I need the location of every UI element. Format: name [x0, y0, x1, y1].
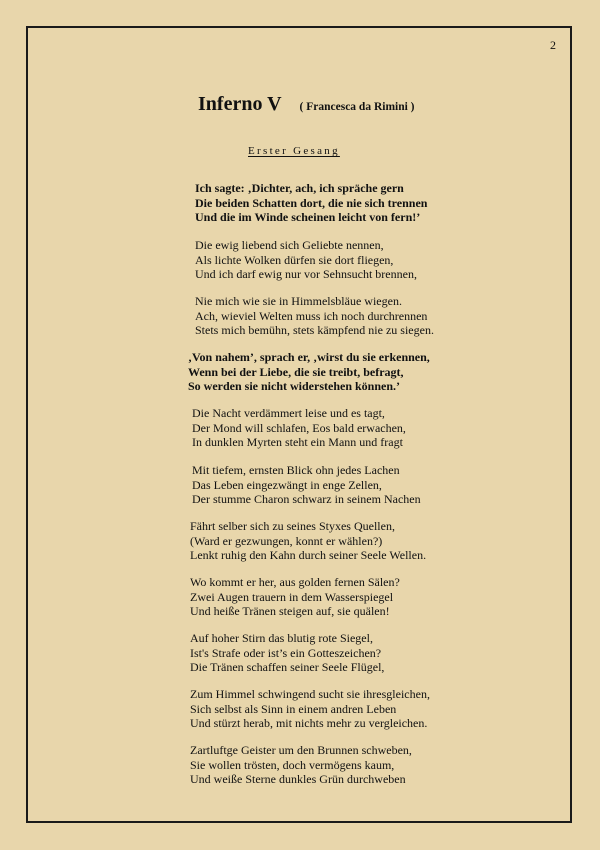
verse-line: Die beiden Schatten dort, die nie sich trennen — [195, 195, 428, 210]
stanza-6 — [192, 463, 421, 507]
verse-line: So werden sie nicht widerstehen können.’ — [188, 379, 401, 394]
verse-line: Die ewig liebend sich Geliebte nennen, — [195, 238, 384, 252]
stanza-10 — [190, 687, 430, 731]
canto-heading: Erster Gesang — [248, 145, 340, 157]
verse-line: Auf hoher Stirn das blutig rote Siegel, — [190, 631, 373, 645]
stanza-11 — [190, 743, 412, 787]
stanza-5 — [192, 406, 406, 450]
verse-line: Fährt selber sich zu seines Styxes Quellen, — [190, 519, 395, 533]
verse-line: Lenkt ruhig den Kahn durch seiner Seele Wellen. — [190, 548, 427, 563]
verse-line: Wo kommt er her, aus golden fernen Sälen? — [190, 575, 400, 589]
verse-line: In dunklen Myrten steht ein Mann und fragt — [192, 435, 403, 450]
verse-line: Zum Himmel schwingend sucht sie ihresgleichen, — [190, 687, 430, 701]
verse-line: Zartluftge Geister um den Brunnen schweben, — [190, 743, 412, 757]
poem-subtitle: ( Francesca da Rimini ) — [299, 101, 415, 113]
verse-line: Wenn bei der Liebe, die sie treibt, befragt, — [188, 364, 404, 379]
verse-line: Der stumme Charon schwarz in seinem Nachen — [192, 492, 421, 507]
verse-line: (Ward er gezwungen, konnt er wählen?) — [190, 533, 383, 548]
poem-title: Inferno V — [198, 93, 282, 115]
verse-line: Stets mich bemühn, stets kämpfend nie zu siegen. — [195, 323, 434, 338]
verse-line: Der Mond will schlafen, Eos bald erwachen, — [192, 420, 406, 435]
verse-line: ‚Von nahem’, sprach er, ‚wirst du sie erkennen, — [188, 350, 430, 364]
stanza-8 — [190, 575, 400, 619]
verse-line: Mit tiefem, ernsten Blick ohn jedes Lachen — [192, 463, 400, 477]
verse-line: Nie mich wie sie in Himmelsbläue wiegen. — [195, 294, 402, 308]
verse-line: Das Leben eingezwängt in enge Zellen, — [192, 477, 382, 492]
stanza-1 — [195, 181, 427, 225]
verse-line: Ich sagte: ‚Dichter, ach, ich spräche gern — [195, 181, 404, 195]
verse-line: Und heiße Tränen steigen auf, sie quälen! — [190, 604, 390, 619]
title-block — [198, 93, 415, 116]
verse-line: Und stürzt herab, mit nichts mehr zu vergleichen. — [190, 716, 428, 731]
verse-line: Und ich darf ewig nur vor Sehnsucht brennen, — [195, 267, 417, 282]
verse-line: Zwei Augen trauern in dem Wasserspiegel — [190, 589, 394, 604]
stanza-7 — [190, 519, 426, 563]
verse-line: Ist's Strafe oder ist’s ein Gotteszeichen? — [190, 645, 382, 660]
verse-line: Und weiße Sterne dunkles Grün durchweben — [190, 772, 406, 787]
page-number: 2 — [550, 38, 556, 52]
verse-line: Sie wollen trösten, doch vermögens kaum, — [190, 757, 395, 772]
verse-line: Sich selbst als Sinn in einem andren Leben — [190, 701, 397, 716]
verse-line: Ach, wieviel Welten muss ich noch durchrennen — [195, 308, 428, 323]
stanza-9 — [190, 631, 384, 675]
verse-line: Die Tränen schaffen seiner Seele Flügel, — [190, 660, 385, 675]
stanza-4 — [188, 350, 430, 394]
stanza-3 — [195, 294, 434, 338]
verse-line: Und die im Winde scheinen leicht von fern!’ — [195, 210, 421, 225]
stanza-2 — [195, 238, 417, 282]
verse-line: Die Nacht verdämmert leise und es tagt, — [192, 406, 385, 420]
verse-line: Als lichte Wolken dürfen sie dort fliegen, — [195, 252, 394, 267]
